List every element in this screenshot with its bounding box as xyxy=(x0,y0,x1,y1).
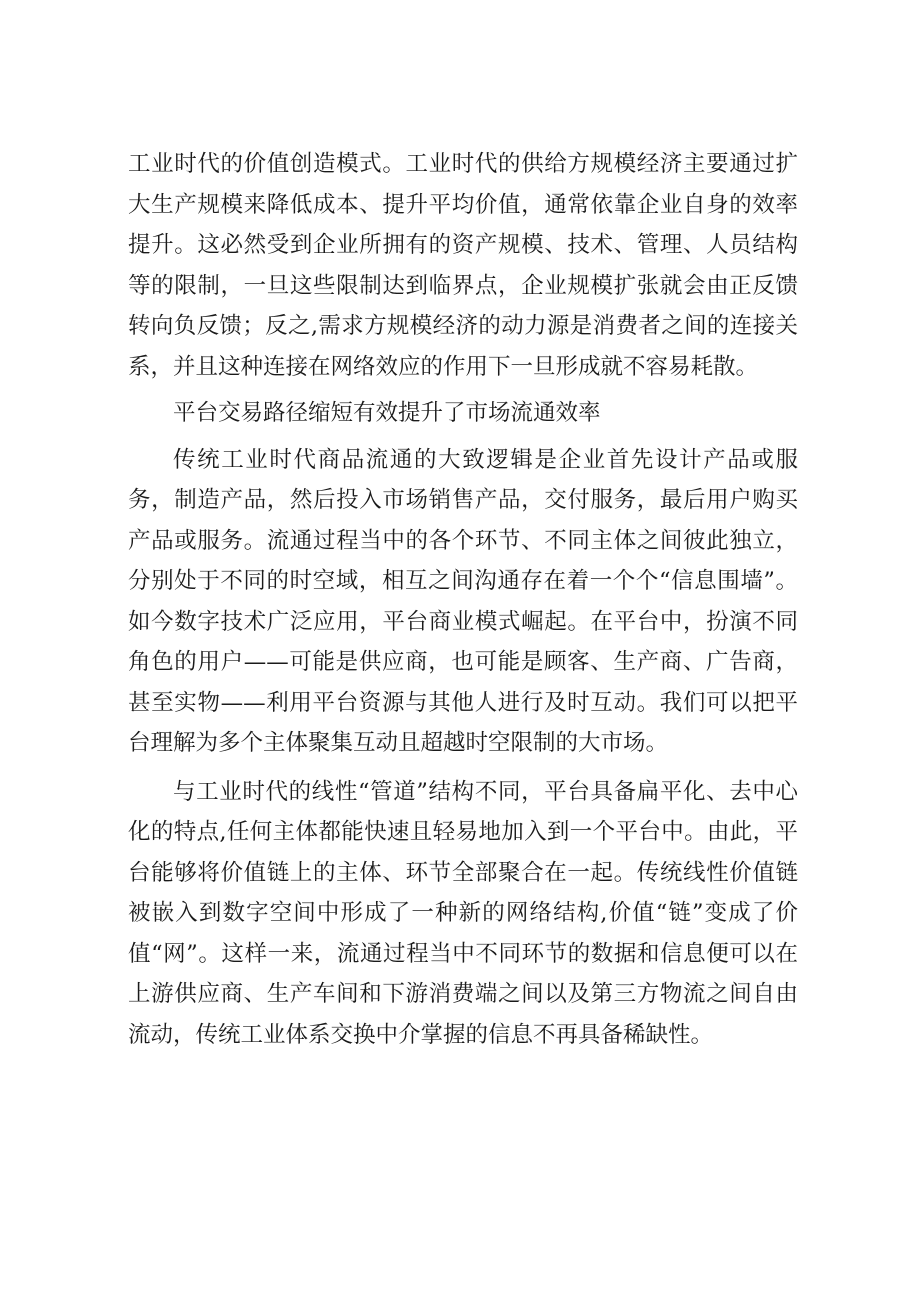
paragraph-traditional-circulation: 传统工业时代商品流通的大致逻辑是企业首先设计产品或服务，制造产品，然后投入市场销售产品，交付服务，最后用户购买产品或服务。流通过程当中的各个环节、不同主体之间彼此独立，分别处于不同的时空域，相互之间沟通存在着一个个“信息围墙”。如今数字技术广泛应用，平台商业模式崛起。在平台中，扮演不同角色的用户——可能是供应商，也可能是顾客、生产商、广告商，甚至实物——利用平台资源与其他人进行及时互动。我们可以把平台理解为多个主体聚集互动且超越时空限制的大市场。 xyxy=(128,446,798,756)
document-body xyxy=(128,144,798,1055)
paragraph-value-creation: 工业时代的价值创造模式。工业时代的供给方规模经济主要通过扩大生产规模来降低成本、提升平均价值，通常依靠企业自身的效率提升。这必然受到企业所拥有的资产规模、技术、管理、人员结构等的限制，一旦这些限制达到临界点，企业规模扩张就会由正反馈转向负反馈；反之,需求方规模经济的动力源是消费者之间的连接关系，并且这种连接在网络效应的作用下一旦形成就不容易耗散。 xyxy=(128,151,798,380)
section-heading: 平台交易路径缩短有效提升了市场流通效率 xyxy=(173,400,601,426)
paragraph-platform-network: 与工业时代的线性“管道”结构不同，平台具备扁平化、去中心化的特点,任何主体都能快速且轻易地加入到一个平台中。由此，平台能够将价值链上的主体、环节全部聚合在一起。传统线性价值链被嵌入到数字空间中形成了一种新的网络结构,价值“链”变成了价值“网”。这样一来，流通过程当中不同环节的数据和信息便可以在上游供应商、生产车间和下游消费端之间以及第三方物流之间自由流动，传统工业体系交换中介掌握的信息不再具备稀缺性。 xyxy=(128,778,798,1048)
